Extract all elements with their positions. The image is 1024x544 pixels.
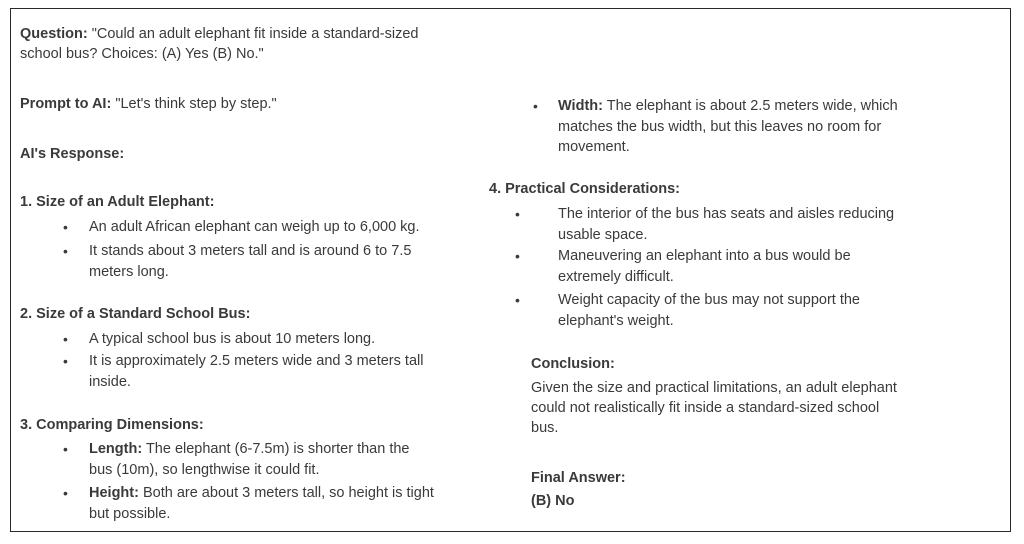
section2-bullet2-line1: It is approximately 2.5 meters wide and 3 meters tall [89, 353, 424, 369]
prompt-block [20, 94, 277, 114]
section4-bullet1-line1: The interior of the bus has seats and aisles reducing [558, 206, 895, 222]
length-line1: The elephant (6-7.5m) is shorter than the [145, 441, 410, 457]
section3-heading: 3. Comparing Dimensions: [20, 417, 204, 433]
width-line1: The elephant is about 2.5 meters wide, which [606, 98, 898, 114]
prompt-text: "Let's think step by step." [115, 96, 277, 112]
section4-bullet2 [558, 246, 851, 287]
section4-bullet2-line1: Maneuvering an elephant into a bus would be [558, 248, 851, 264]
question-block [20, 24, 418, 64]
section2-heading: 2. Size of a Standard School Bus: [20, 306, 251, 322]
width-label: Width: [558, 98, 603, 114]
section1-heading: 1. Size of an Adult Elephant: [20, 194, 215, 210]
bullet-icon: • [515, 292, 520, 308]
section4-bullet3-line2: elephant's weight. [558, 312, 674, 329]
conclusion-text [531, 378, 897, 438]
final-answer-heading: Final Answer: [531, 470, 626, 486]
question-text-line2: school bus? Choices: (A) Yes (B) No." [20, 46, 264, 62]
height-label: Height: [89, 485, 139, 501]
height-line2: but possible. [89, 505, 171, 522]
conclusion-heading: Conclusion: [531, 356, 615, 372]
section2-bullet1 [89, 329, 375, 350]
section3-width-bullet [558, 96, 898, 158]
section1-bullet2-line2: meters long. [89, 263, 169, 280]
final-answer-value: (B) No [531, 493, 575, 509]
section1-bullet2 [89, 241, 411, 282]
response-label: AI's Response: [20, 146, 125, 162]
section4-bullet2-line2: extremely difficult. [558, 268, 674, 285]
section4-heading: 4. Practical Considerations: [489, 181, 680, 197]
bullet-icon: • [63, 243, 68, 259]
section4-bullet3-line1: Weight capacity of the bus may not support the [558, 292, 860, 308]
bullet-icon: • [515, 206, 520, 222]
question-text-line1: "Could an adult elephant fit inside a standard-sized [91, 26, 419, 42]
bullet-icon: • [63, 353, 68, 369]
section2-bullet2-line2: inside. [89, 373, 131, 390]
width-line2: matches the bus width, but this leaves no room for [558, 118, 882, 135]
section1-bullet1 [89, 217, 420, 238]
bullet-icon: • [533, 98, 538, 114]
section4-bullet1 [558, 204, 894, 245]
section4-bullet1-line2: usable space. [558, 226, 648, 243]
section3-height-bullet [89, 483, 434, 524]
length-label: Length: [89, 441, 143, 457]
height-line1: Both are about 3 meters tall, so height is tight [142, 485, 434, 501]
conclusion-line2: could not realistically fit inside a standard-sized school [531, 400, 880, 416]
section3-length-bullet [89, 439, 410, 480]
section4-bullet3 [558, 290, 860, 331]
section1-bullet1-text: An adult African elephant can weigh up to 6,000 kg. [89, 219, 420, 235]
bullet-icon: • [63, 219, 68, 235]
prompt-label: Prompt to AI: [20, 96, 112, 112]
question-label: Question: [20, 26, 88, 42]
section2-bullet1-text: A typical school bus is about 10 meters long. [89, 331, 376, 347]
bullet-icon: • [63, 485, 68, 501]
length-line2: bus (10m), so lengthwise it could fit. [89, 461, 320, 478]
conclusion-line1: Given the size and practical limitations, an adult elephant [531, 380, 897, 396]
section2-bullet2 [89, 351, 423, 392]
conclusion-line3: bus. [531, 420, 559, 436]
width-line3: movement. [558, 139, 630, 155]
bullet-icon: • [63, 331, 68, 347]
section1-bullet2-line1: It stands about 3 meters tall and is around 6 to 7.5 [89, 243, 412, 259]
bullet-icon: • [63, 441, 68, 457]
bullet-icon: • [515, 248, 520, 264]
